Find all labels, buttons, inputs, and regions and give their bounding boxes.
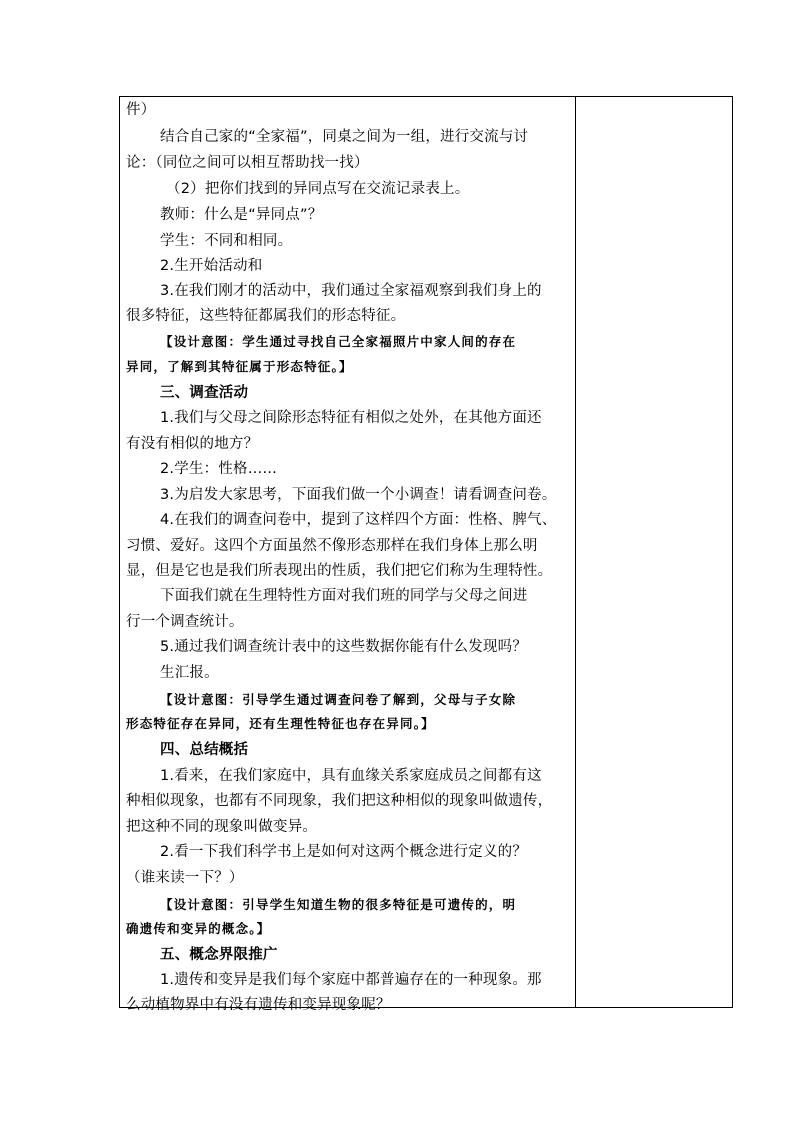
text-line: 1.看来，在我们家庭中，具有血缘关系家庭成员之间都有这 xyxy=(160,768,542,784)
table-column-divider xyxy=(575,96,576,1008)
text-line: 3.在我们刚才的活动中，我们通过全家福观察到我们身上的 xyxy=(160,283,542,299)
text-line: 把这种不同的现象叫做变异。 xyxy=(126,819,318,835)
design-intent-note: 确遗传和变异的概念。】 xyxy=(126,921,271,936)
design-intent-note: 形态特征存在异同，还有生理性特征也存在异同。】 xyxy=(126,716,435,731)
text-line: （谁来读一下？） xyxy=(126,870,244,886)
section-heading: 五、概念界限推广 xyxy=(160,947,278,963)
text-line: 种相似现象，也都有不同现象，我们把这种相似的现象叫做遗传， xyxy=(126,793,553,809)
text-line: 2.学生：性格…… xyxy=(160,461,278,477)
text-line: 论：（同位之间可以相互帮助找一找） xyxy=(126,155,369,171)
text-line: 么动植物界中有没有遗传和变异现象呢？ xyxy=(126,997,391,1013)
text-line: 很多特征，这些特征都属我们的形态特征。 xyxy=(126,308,406,324)
text-line: 5.通过我们调查统计表中的这些数据你能有什么发现吗？ xyxy=(160,639,528,655)
text-line: 教师：什么是“异同点”？ xyxy=(160,207,323,223)
text-line: 行一个调查统计。 xyxy=(126,614,244,630)
design-intent-note: 【设计意图：引导学生知道生物的很多特征是可遗传的，明 xyxy=(160,897,517,912)
text-line: 2.看一下我们科学书上是如何对这两个概念进行定义的？ xyxy=(160,844,528,860)
design-intent-note: 【设计意图：学生通过寻找自己全家福照片中家人间的存在 xyxy=(160,334,517,349)
text-line: （2）把你们找到的异同点写在交流记录表上。 xyxy=(166,181,470,197)
text-line: 件） xyxy=(126,102,156,118)
text-line: 习惯、爱好。这四个方面虽然不像形态那样在我们身体上那么明 xyxy=(126,538,538,554)
text-line: 结合自己家的“全家福”，同桌之间为一组，进行交流与讨 xyxy=(160,129,529,145)
section-heading: 四、总结概括 xyxy=(160,742,249,758)
text-line: 有没有相似的地方？ xyxy=(126,436,259,452)
text-line: 4.在我们的调查问卷中，提到了这样四个方面：性格、脾气、 xyxy=(160,512,557,528)
text-line: 显，但是它也是我们所表现出的性质，我们把它们称为生理特性。 xyxy=(126,563,553,579)
text-line: 生汇报。 xyxy=(160,665,219,681)
text-line: 学生：不同和相同。 xyxy=(160,233,293,249)
text-line: 2.生开始活动和 xyxy=(160,258,263,274)
text-line: 1.遗传和变异是我们每个家庭中都普遍存在的一种现象。那 xyxy=(160,972,542,988)
text-line: 1.我们与父母之间除形态特征有相似之处外，在其他方面还 xyxy=(160,410,542,426)
design-intent-note: 异同，了解到其特征属于形态特征。】 xyxy=(126,359,353,374)
section-heading: 三、调查活动 xyxy=(160,385,249,401)
text-line: 3.为启发大家思考，下面我们做一个小调查！请看调查问卷。 xyxy=(160,487,557,503)
design-intent-note: 【设计意图：引导学生通过调查问卷了解到，父母与子女除 xyxy=(160,692,517,707)
text-line: 下面我们就在生理特性方面对我们班的同学与父母之间进 xyxy=(160,588,528,604)
